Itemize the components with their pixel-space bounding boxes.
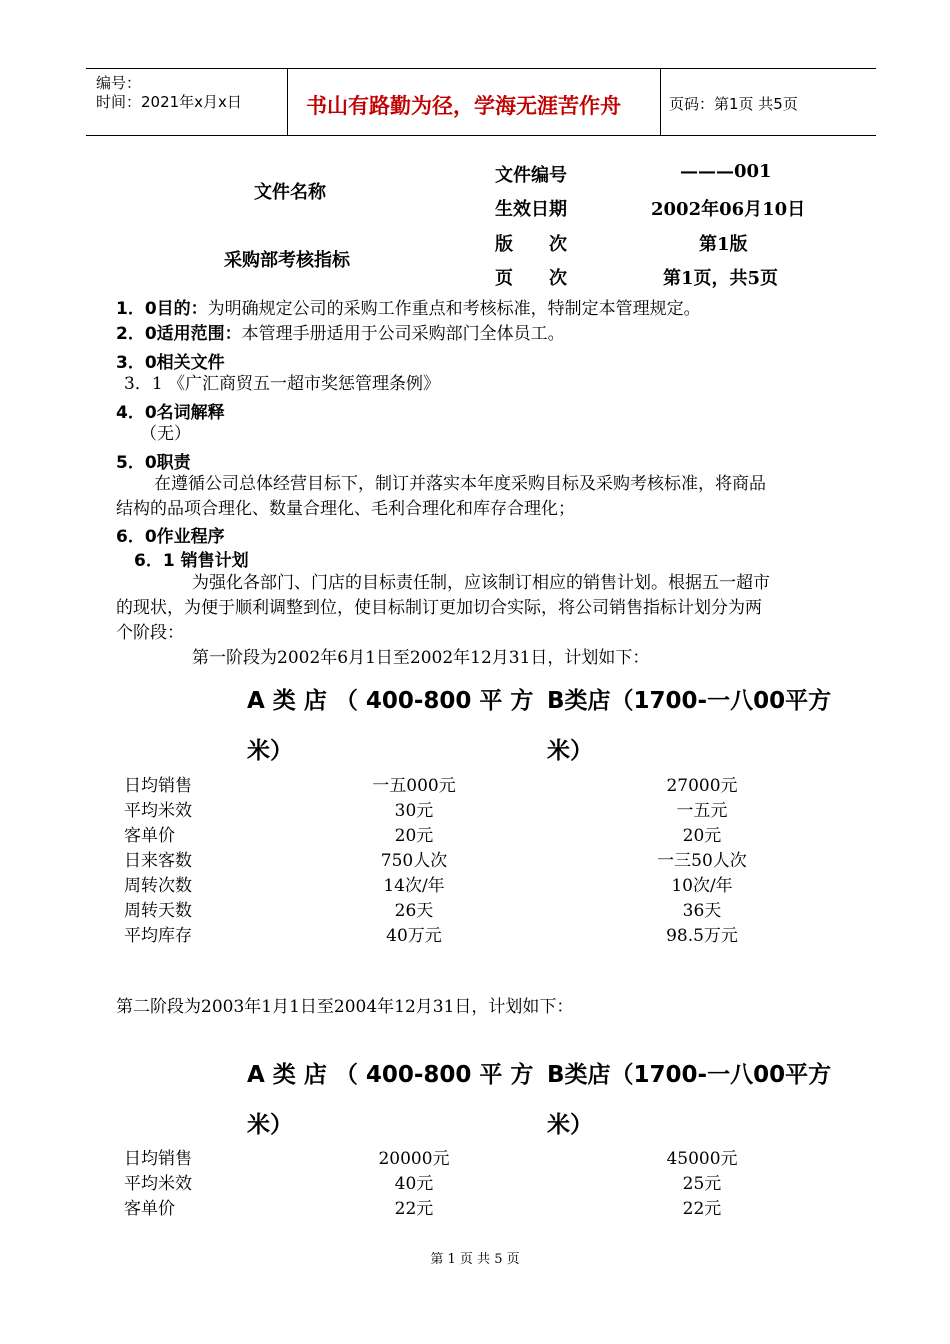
file-name-label: 文件名称 — [254, 182, 326, 203]
section-5-line-1: 在遵循公司总体经营目标下，制订并落实本年度采购目标及采购考核标准，将商品 — [154, 474, 766, 494]
row-label: 客单价 — [124, 1199, 175, 1219]
table-row — [124, 771, 764, 796]
section-6-1-line-3: 个阶段： — [116, 623, 184, 643]
row-label: 日来客数 — [124, 851, 192, 871]
row-value-b: 20元 — [682, 826, 722, 846]
version-label: 版 次 — [495, 234, 567, 255]
table-row — [124, 921, 764, 946]
phase-1-col-a-head-1: A 类 店 （ 400-800 平 方 — [247, 688, 534, 714]
table-row — [124, 846, 764, 871]
section-6-1-line-1: 为强化各部门、门店的目标责任制，应该制订相应的销售计划。根据五一超市 — [192, 573, 770, 593]
phase-2-col-a-head-1: A 类 店 （ 400-800 平 方 — [247, 1062, 534, 1088]
section-5-line-2: 结构的品项合理化、数量合理化、毛利合理化和库存合理化； — [116, 499, 575, 519]
section-1-text: 为明确规定公司的采购工作重点和考核标准，特制定本管理规定。 — [207, 299, 701, 319]
section-6-title: 6．0作业程序 — [116, 527, 225, 547]
header-motto: 书山有路勤为径，学海无涯苦作舟 — [306, 93, 621, 118]
phase-1-intro: 第一阶段为2002年6月1日至2002年12月31日，计划如下： — [192, 648, 650, 668]
row-value-b: 22元 — [682, 1199, 722, 1219]
row-value-a: 一五000元 — [372, 776, 456, 796]
effective-date-value: 2002年06月10日 — [651, 199, 806, 220]
row-value-b: 一五元 — [676, 801, 728, 821]
phase-2-table — [124, 1144, 764, 1219]
row-label: 客单价 — [124, 826, 175, 846]
row-value-b: 27000元 — [666, 776, 738, 796]
phase-2-intro: 第二阶段为2003年1月1日至2004年12月31日，计划如下： — [116, 997, 574, 1017]
header-top-rule — [86, 68, 876, 69]
row-value-a: 14次/年 — [383, 876, 445, 896]
table-row — [124, 821, 764, 846]
phase-1-col-b-head-2: 米） — [547, 738, 593, 764]
table-row — [124, 871, 764, 896]
section-4-title: 4．0名词解释 — [116, 403, 225, 423]
version-value: 第1版 — [699, 234, 748, 255]
table-row — [124, 896, 764, 921]
row-value-a: 30元 — [394, 801, 434, 821]
doc-no-value: ———001 — [680, 161, 772, 182]
pages-label: 页 次 — [495, 268, 567, 289]
section-5-title: 5．0职责 — [116, 453, 191, 473]
header-bottom-rule — [86, 135, 876, 136]
row-value-a: 40万元 — [386, 926, 442, 946]
row-value-a: 20000元 — [378, 1149, 450, 1169]
table-row — [124, 1194, 764, 1219]
phase-1-col-b-head-1: B类店（1700-一八00平方 — [547, 688, 832, 714]
section-3-title: 3．0相关文件 — [116, 353, 225, 373]
doc-no-label: 文件编号 — [495, 165, 567, 186]
row-value-a: 20元 — [394, 826, 434, 846]
row-value-b: 98.5万元 — [666, 926, 738, 946]
table-row — [124, 1144, 764, 1169]
row-value-b: 45000元 — [666, 1149, 738, 1169]
page-footer: 第 1 页 共 5 页 — [430, 1252, 520, 1267]
row-label: 平均库存 — [124, 926, 192, 946]
phase-2-col-b-head-2: 米） — [547, 1112, 593, 1138]
row-label: 日均销售 — [124, 776, 192, 796]
section-2-text: 本管理手册适用于公司采购部门全体员工。 — [241, 324, 565, 344]
row-label: 周转天数 — [124, 901, 192, 921]
phase-1-table — [124, 771, 764, 946]
row-label: 平均米效 — [124, 801, 192, 821]
row-value-a: 40元 — [394, 1174, 434, 1194]
section-1-title: 1．0目的： — [116, 299, 208, 319]
section-2-title: 2．0适用范围： — [116, 324, 242, 344]
pages-value: 第1页，共5页 — [663, 268, 779, 289]
phase-2-col-b-head-1: B类店（1700-一八00平方 — [547, 1062, 832, 1088]
row-value-b: 一三50人次 — [657, 851, 747, 871]
section-4-item: （无） — [140, 424, 191, 444]
header-divider-left — [287, 68, 288, 136]
row-value-a: 22元 — [394, 1199, 434, 1219]
row-value-b: 10次/年 — [671, 876, 733, 896]
phase-1-col-a-head-2: 米） — [247, 738, 293, 764]
section-3-item: 3．1 《广汇商贸五一超市奖惩管理条例》 — [124, 374, 441, 394]
header-time-label: 时间：2021年x月x日 — [96, 93, 242, 111]
row-label: 周转次数 — [124, 876, 192, 896]
effective-date-label: 生效日期 — [495, 199, 567, 220]
header-number-label: 编号： — [96, 74, 142, 92]
row-label: 日均销售 — [124, 1149, 192, 1169]
row-label: 平均米效 — [124, 1174, 192, 1194]
row-value-a: 750人次 — [380, 851, 448, 871]
header-divider-right — [660, 68, 661, 136]
section-6-1-title: 6．1 销售计划 — [134, 551, 249, 571]
section-6-1-line-2: 的现状，为便于顺利调整到位，使目标制订更加切合实际，将公司销售指标计划分为两 — [116, 598, 762, 618]
table-row — [124, 1169, 764, 1194]
row-value-b: 36天 — [682, 901, 722, 921]
row-value-b: 25元 — [682, 1174, 722, 1194]
file-name-value: 采购部考核指标 — [224, 250, 350, 271]
phase-2-col-a-head-2: 米） — [247, 1112, 293, 1138]
table-row — [124, 796, 764, 821]
row-value-a: 26天 — [394, 901, 434, 921]
header-page-label: 页码：第1页 共5页 — [669, 95, 798, 113]
